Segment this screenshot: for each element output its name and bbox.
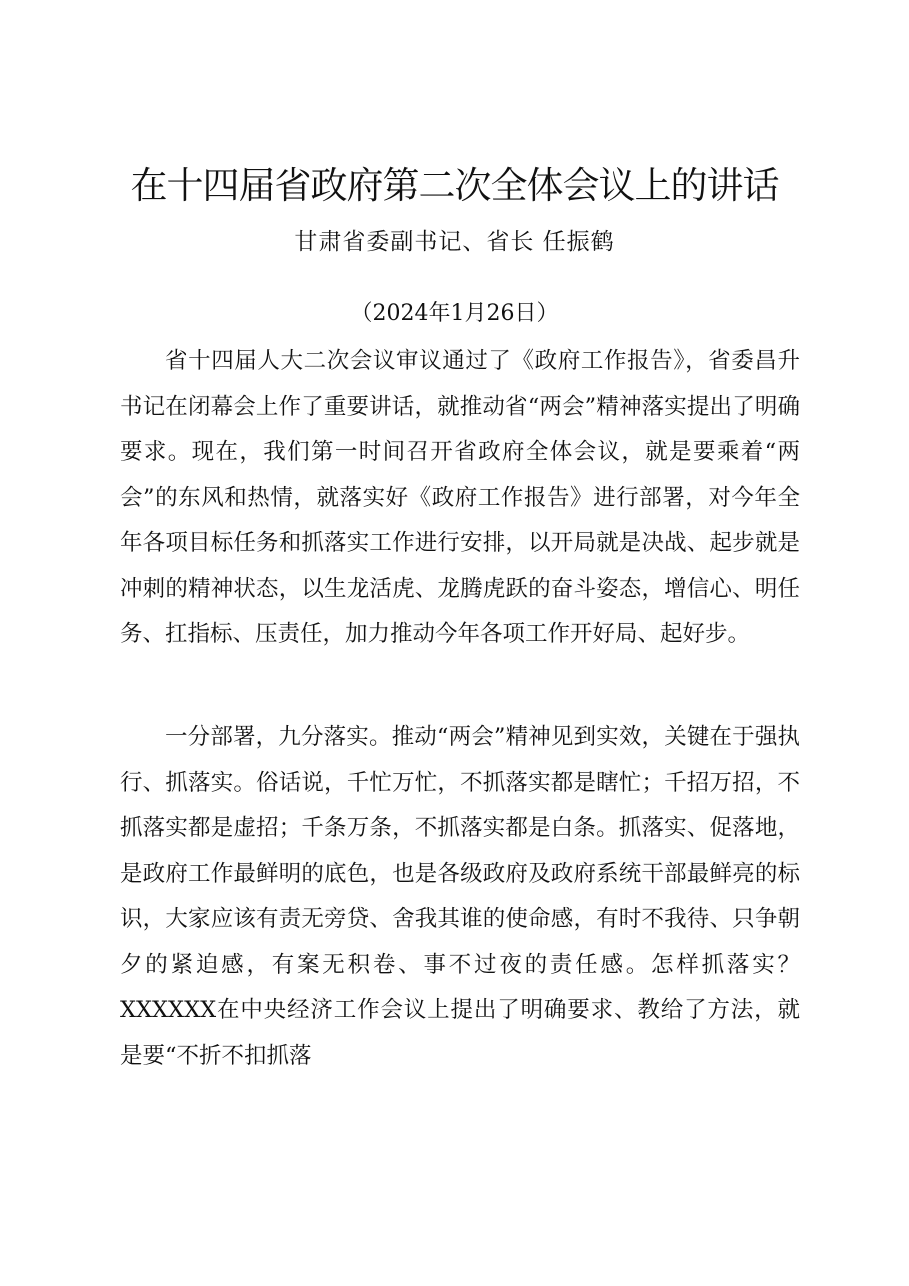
author-line: 甘肃省委副书记、省长 任振鹤 <box>294 229 615 255</box>
document-title: 在十四届省政府第二次全体会议上的讲话 <box>130 164 779 207</box>
date-line: （2024年1月26日） <box>350 301 559 326</box>
paragraph: 一分部署，九分落实。推动“两会”精神见到实效，关键在于强执行、抓落实。俗话说，千忙万忙，不抓落实都是瞎忙；千招万招，不抓落实都是虚招；千条万条，不抓落实都是白条。抓落实、促落地，是政府工作最鲜明的底色，也是各级政府及政府系统干部最鲜亮的标识，大家应该有责无旁贷、舍我其谁的使命感，有时不我待、只争朝夕的紧迫感，有案无积卷、事不过夜的责任感。怎样抓落实？XXXXXX在中央经济工作会议上提出了明确要求、教给了方法，就是要“不折不扣抓落 <box>120 724 800 1069</box>
paragraph: 省十四届人大二次会议审议通过了《政府工作报告》，省委昌升书记在闭幕会上作了重要讲话，就推动省“两会”精神落实提出了明确要求。现在，我们第一时间召开省政府全体会议，就是要乘着“两会”的东风和热情，就落实好《政府工作报告》进行部署，对今年全年各项目标任务和抓落实工作进行安排，以开局就是决战、起步就是冲刺的精神状态，以生龙活虎、龙腾虎跃的奋斗姿态，增信心、明任务、扛指标、压责任，加力推动今年各项工作开好局、起好步。 <box>120 348 800 647</box>
